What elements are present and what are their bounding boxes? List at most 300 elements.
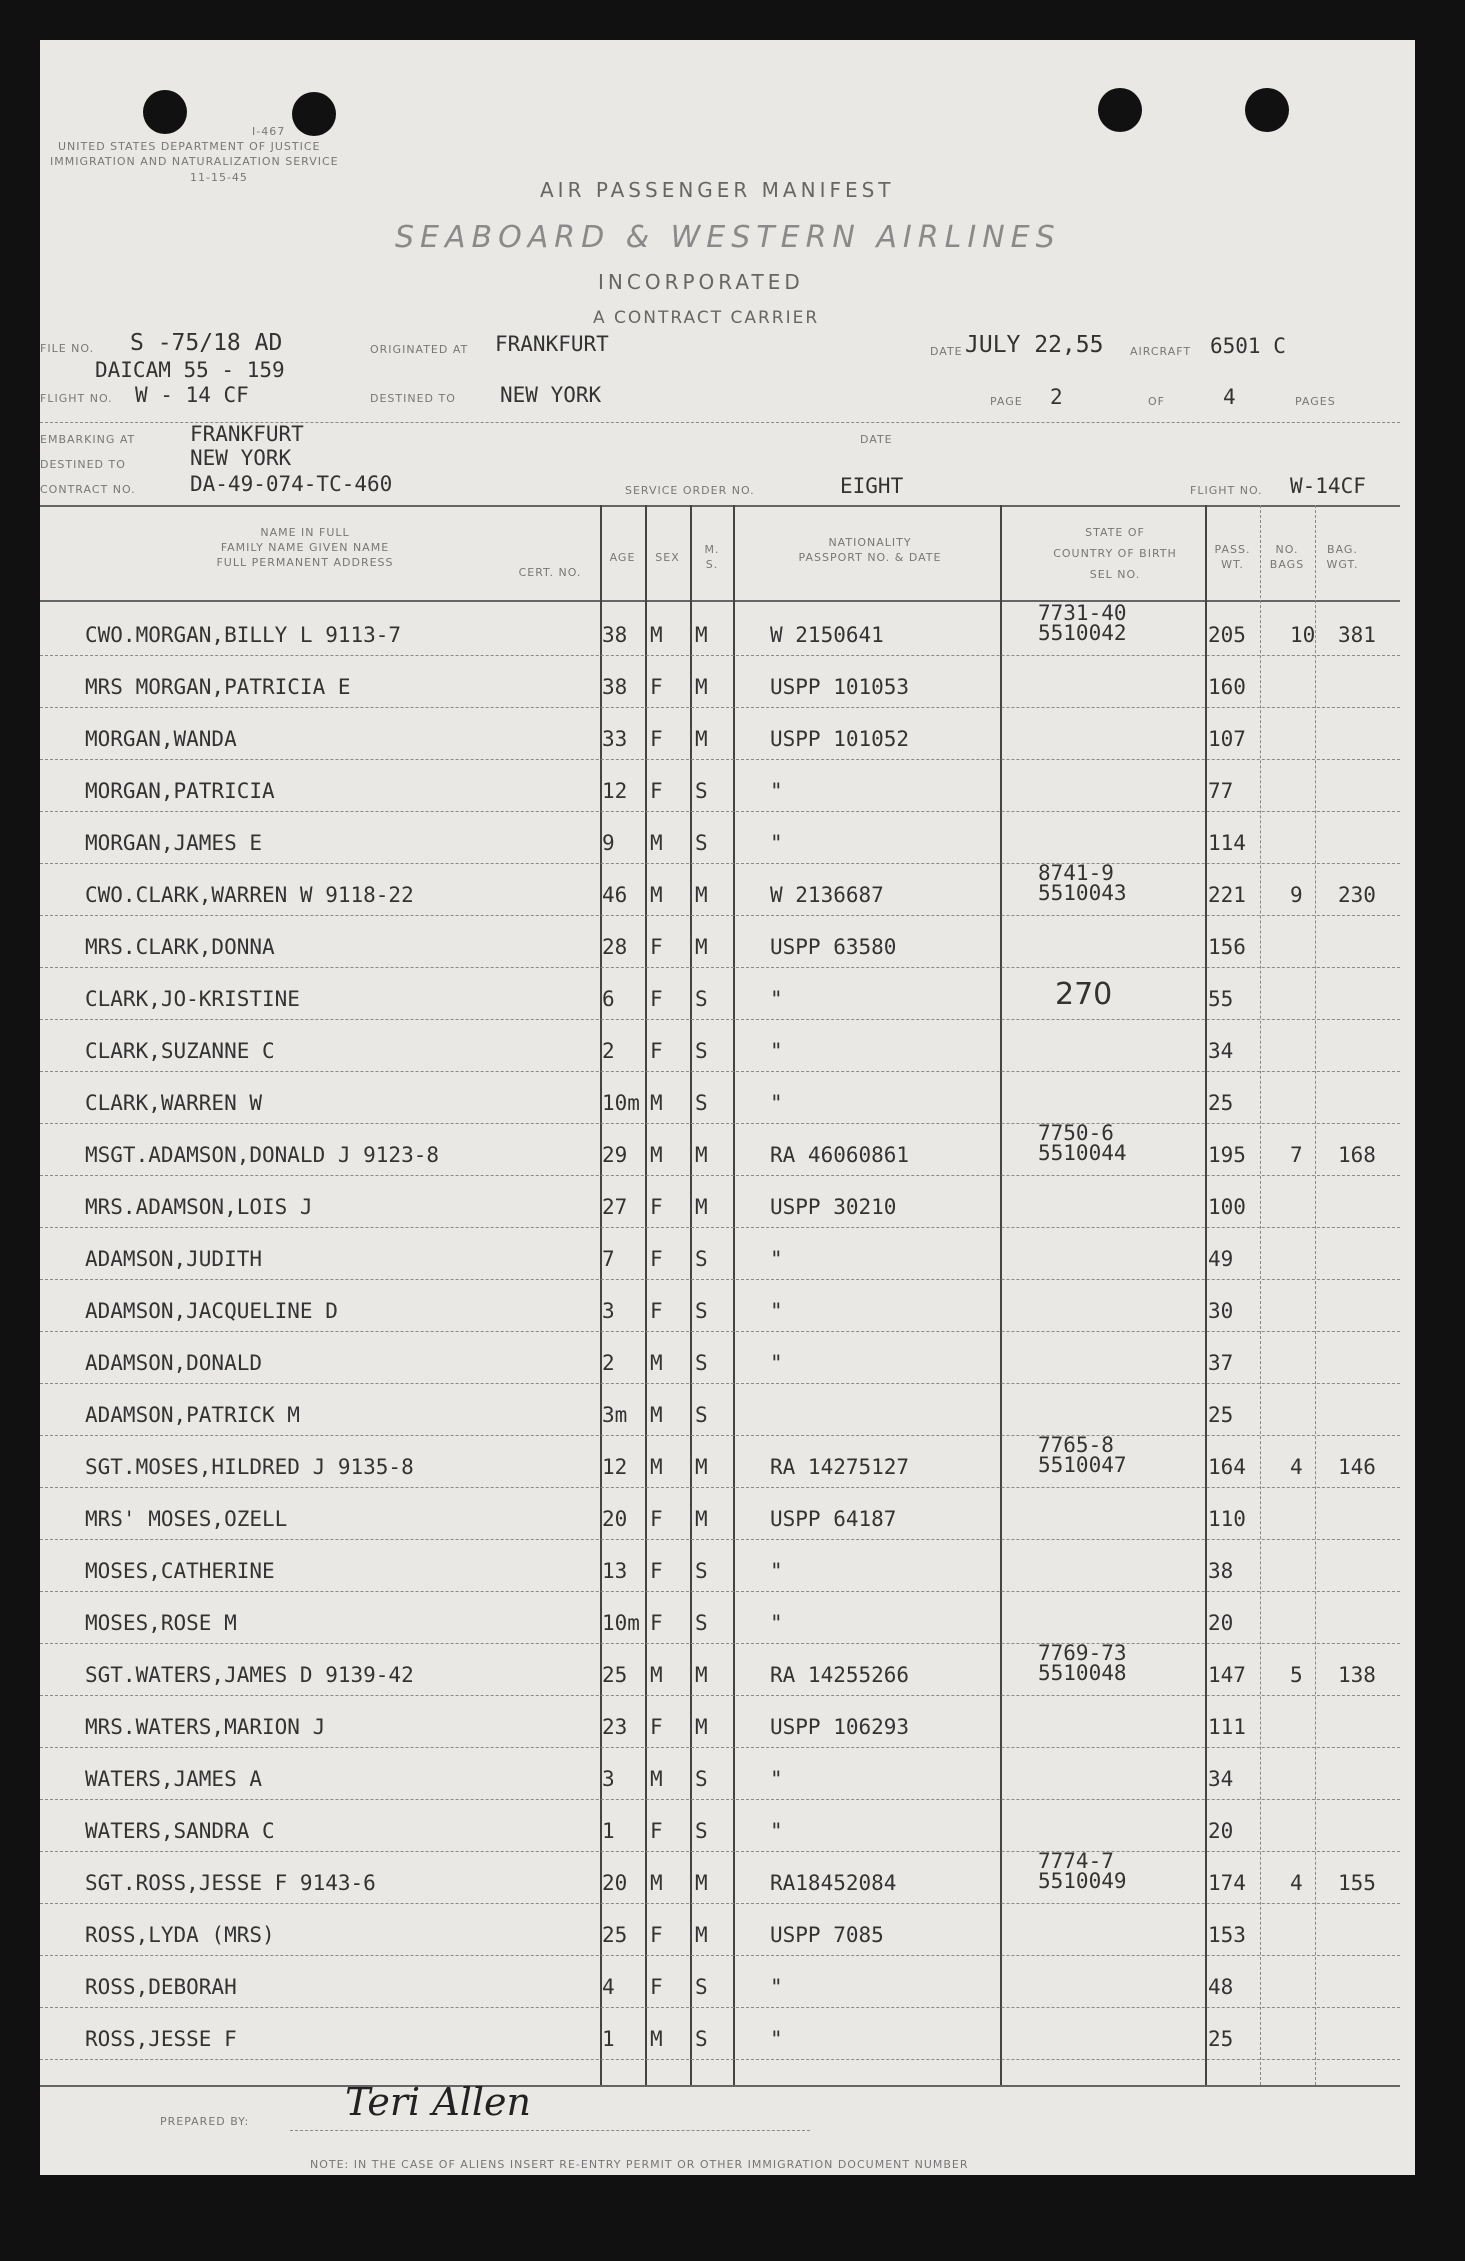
form-number: I-467 [252, 125, 286, 138]
col-bags-line1: NO. [1275, 543, 1299, 556]
row-bags: 4 [1290, 1871, 1303, 1895]
table-row [40, 1073, 1415, 1125]
manifest-title: AIR PASSENGER MANIFEST [540, 178, 895, 202]
row-sex: F [650, 675, 663, 699]
row-passport: RA 14275127 [770, 1455, 910, 1479]
airline-name: SEABOARD & WESTERN AIRLINES [395, 220, 1061, 255]
row-bag-weight: 381 [1338, 623, 1376, 647]
table-row [40, 1177, 1415, 1229]
row-age: 6 [602, 987, 615, 1011]
col-nat-line2: PASSPORT NO. & DATE [798, 551, 942, 564]
row-sel-number-2: 5510043 [1038, 881, 1127, 905]
table-row [40, 1121, 1415, 1177]
row-sex: M [650, 2027, 663, 2051]
row-divider [40, 1279, 1400, 1280]
row-bags: 10 [1290, 623, 1316, 647]
row-sex: F [650, 727, 663, 751]
row-pass-weight: 20 [1208, 1611, 1234, 1635]
table-row [40, 1229, 1415, 1281]
row-pass-weight: 221 [1208, 883, 1246, 907]
row-name: MRS.ADAMSON,LOIS J [85, 1195, 313, 1219]
row-sex: M [650, 1403, 663, 1427]
row-name: CLARK,SUZANNE C [85, 1039, 275, 1063]
row-marital-status: S [695, 1611, 708, 1635]
col-nat-line1: NATIONALITY [828, 536, 912, 549]
row-age: 38 [602, 623, 628, 647]
row-name: MRS.CLARK,DONNA [85, 935, 275, 959]
row-age: 23 [602, 1715, 628, 1739]
col-header-age: AGE [609, 551, 636, 564]
row-marital-status: M [695, 1507, 708, 1531]
row-sex: F [650, 1195, 663, 1219]
row-marital-status: S [695, 2027, 708, 2051]
row-marital-status: M [695, 935, 708, 959]
signature-line [290, 2130, 810, 2131]
row-pass-weight: 30 [1208, 1299, 1234, 1323]
row-divider [40, 707, 1400, 708]
of-label: OF [1148, 395, 1165, 408]
row-name: CWO.CLARK,WARREN W 9118-22 [85, 883, 414, 907]
row-sel-number-1: 7769-73 [1038, 1641, 1127, 1665]
col-name-line2: FAMILY NAME GIVEN NAME [220, 541, 390, 554]
row-passport: " [770, 1091, 783, 1115]
row-name: WATERS,JAMES A [85, 1767, 263, 1791]
embarking: FRANKFURT [190, 422, 304, 446]
row-marital-status: M [695, 1143, 708, 1167]
row-name: MORGAN,WANDA [85, 727, 237, 751]
row-sex: M [650, 1351, 663, 1375]
row-bags: 7 [1290, 1143, 1303, 1167]
row-pass-weight: 38 [1208, 1559, 1234, 1583]
row-pass-weight: 156 [1208, 935, 1246, 959]
row-sex: M [650, 1143, 663, 1167]
date-label: DATE [930, 345, 963, 358]
row-divider [40, 1539, 1400, 1540]
row-passport: " [770, 1975, 783, 1999]
col-header-ms: M. S. [704, 543, 720, 571]
table-row [40, 1333, 1415, 1385]
row-age: 10m [602, 1091, 640, 1115]
col-header-nationality [760, 535, 980, 565]
row-marital-status: S [695, 1039, 708, 1063]
row-age: 33 [602, 727, 628, 751]
row-marital-status: M [695, 883, 708, 907]
row-divider [40, 1071, 1400, 1072]
row-sel-number-2: 5510048 [1038, 1661, 1127, 1685]
row-sel-number-2: 5510049 [1038, 1869, 1127, 1893]
row-divider [40, 1435, 1400, 1436]
row-pass-weight: 55 [1208, 987, 1234, 1011]
page-number: 2 [1050, 385, 1063, 409]
row-name: SGT.ROSS,JESSE F 9143-6 [85, 1871, 376, 1895]
row-sel-number-1: 8741-9 [1038, 861, 1114, 885]
row-sex: F [650, 779, 663, 803]
table-row [40, 1021, 1415, 1073]
row-divider [40, 1643, 1400, 1644]
footer-note: NOTE: IN THE CASE OF ALIENS INSERT RE-ENTRY PERMIT OR OTHER IMMIGRATION DOCUMENT NUMBER [310, 2158, 969, 2171]
row-age: 2 [602, 1351, 615, 1375]
row-passport: RA18452084 [770, 1871, 897, 1895]
row-pass-weight: 111 [1208, 1715, 1246, 1739]
form-date: 11-15-45 [190, 171, 248, 184]
row-pass-weight: 153 [1208, 1923, 1246, 1947]
row-name: SGT.WATERS,JAMES D 9139-42 [85, 1663, 414, 1687]
row-name: ADAMSON,JUDITH [85, 1247, 263, 1271]
row-divider [40, 1487, 1400, 1488]
row-name: ROSS,LYDA (MRS) [85, 1923, 275, 1947]
row-sex: M [650, 1767, 663, 1791]
row-divider [40, 759, 1400, 760]
row-marital-status: M [695, 1663, 708, 1687]
row-passport: " [770, 779, 783, 803]
row-pass-weight: 195 [1208, 1143, 1246, 1167]
row-pass-weight: 160 [1208, 675, 1246, 699]
destined2: NEW YORK [190, 446, 292, 470]
table-row [40, 1905, 1415, 1957]
table-bottom-border [40, 2085, 1400, 2087]
row-marital-status: S [695, 1975, 708, 1999]
row-divider [40, 1695, 1400, 1696]
originated-label: ORIGINATED AT [370, 343, 469, 356]
aircraft: 6501 C [1210, 334, 1286, 358]
row-passport: USPP 30210 [770, 1195, 897, 1219]
row-sex: F [650, 935, 663, 959]
row-name: MOSES,CATHERINE [85, 1559, 275, 1583]
col-header-sex: SEX [655, 551, 680, 564]
row-pass-weight: 25 [1208, 1403, 1234, 1427]
row-marital-status: M [695, 1715, 708, 1739]
row-divider [40, 967, 1400, 968]
row-passport: " [770, 831, 783, 855]
row-divider [40, 863, 1400, 864]
row-sex: M [650, 623, 663, 647]
row-sex: F [650, 1611, 663, 1635]
row-name: ADAMSON,JACQUELINE D [85, 1299, 338, 1323]
row-name: MRS.WATERS,MARION J [85, 1715, 326, 1739]
row-divider [40, 1331, 1400, 1332]
row-bags: 5 [1290, 1663, 1303, 1687]
row-age: 12 [602, 779, 628, 803]
row-marital-status: S [695, 1091, 708, 1115]
row-marital-status: S [695, 1351, 708, 1375]
row-passport: " [770, 1351, 783, 1375]
row-divider [40, 1383, 1400, 1384]
flight2-label: FLIGHT NO. [1190, 484, 1263, 497]
row-divider [40, 655, 1400, 656]
row-sel-number-2: 5510044 [1038, 1141, 1127, 1165]
col-header-bags [1262, 542, 1312, 572]
row-passport: " [770, 1247, 783, 1271]
row-bag-weight: 230 [1338, 883, 1376, 907]
row-marital-status: S [695, 1559, 708, 1583]
row-age: 38 [602, 675, 628, 699]
row-marital-status: M [695, 675, 708, 699]
col-state-line3: SEL NO. [1089, 568, 1141, 581]
service-order: EIGHT [840, 474, 904, 498]
flight2: W-14CF [1290, 474, 1366, 498]
incorporated-label: INCORPORATED [598, 270, 804, 294]
row-passport: USPP 64187 [770, 1507, 897, 1531]
row-sex: F [650, 1975, 663, 1999]
row-sex: M [650, 1091, 663, 1115]
row-marital-status: S [695, 831, 708, 855]
table-row [40, 1849, 1415, 1905]
destined: NEW YORK [500, 383, 602, 407]
table-row [40, 601, 1415, 657]
row-name: SGT.MOSES,HILDRED J 9135-8 [85, 1455, 414, 1479]
row-divider [40, 915, 1400, 916]
table-row [40, 761, 1415, 813]
row-age: 28 [602, 935, 628, 959]
table-row [40, 1957, 1415, 2009]
col-pass-line1: PASS. [1214, 543, 1251, 556]
row-age: 7 [602, 1247, 615, 1271]
row-marital-status: S [695, 1403, 708, 1427]
row-marital-status: S [695, 1767, 708, 1791]
row-name: MSGT.ADAMSON,DONALD J 9123-8 [85, 1143, 440, 1167]
row-pass-weight: 107 [1208, 727, 1246, 751]
row-pass-weight: 147 [1208, 1663, 1246, 1687]
table-row [40, 1749, 1415, 1801]
row-name: ADAMSON,PATRICK M [85, 1403, 300, 1427]
row-passport: RA 14255266 [770, 1663, 910, 1687]
row-bag-weight: 146 [1338, 1455, 1376, 1479]
row-age: 13 [602, 1559, 628, 1583]
row-age: 20 [602, 1507, 628, 1531]
prepared-by-label: PREPARED BY: [160, 2115, 250, 2128]
row-passport: USPP 63580 [770, 935, 897, 959]
punch-hole [1098, 88, 1142, 132]
agency-line-2: IMMIGRATION AND NATURALIZATION SERVICE [50, 155, 339, 168]
row-sex: F [650, 1559, 663, 1583]
row-sex: F [650, 1819, 663, 1843]
row-marital-status: S [695, 779, 708, 803]
row-passport: " [770, 1611, 783, 1635]
row-marital-status: S [695, 987, 708, 1011]
row-pass-weight: 174 [1208, 1871, 1246, 1895]
row-bags: 4 [1290, 1455, 1303, 1479]
row-age: 25 [602, 1663, 628, 1687]
col-header-pass-wt [1205, 542, 1260, 572]
row-age: 46 [602, 883, 628, 907]
table-top-border [40, 505, 1400, 507]
row-bag-weight: 138 [1338, 1663, 1376, 1687]
row-marital-status: S [695, 1247, 708, 1271]
row-pass-weight: 37 [1208, 1351, 1234, 1375]
file-no-label: FILE NO. [40, 342, 95, 355]
col-bags-line2: BAGS [1269, 558, 1305, 571]
row-divider [40, 1747, 1400, 1748]
row-sex: F [650, 1507, 663, 1531]
row-passport: USPP 7085 [770, 1923, 884, 1947]
row-age: 20 [602, 1871, 628, 1895]
row-passport: RA 46060861 [770, 1143, 910, 1167]
row-sex: M [650, 1455, 663, 1479]
row-sex: M [650, 883, 663, 907]
col-pass-line2: WT. [1221, 558, 1244, 571]
table-row [40, 1541, 1415, 1593]
table-row [40, 657, 1415, 709]
row-passport: " [770, 987, 783, 1011]
row-pass-weight: 114 [1208, 831, 1246, 855]
row-sel-number-1: 7731-40 [1038, 601, 1127, 625]
row-age: 25 [602, 1923, 628, 1947]
row-passport: W 2150641 [770, 623, 884, 647]
date: JULY 22,55 [965, 332, 1104, 358]
date2-label: DATE [860, 433, 893, 446]
row-sex: M [650, 831, 663, 855]
row-pass-weight: 20 [1208, 1819, 1234, 1843]
row-passport: W 2136687 [770, 883, 884, 907]
table-row [40, 709, 1415, 761]
table-row [40, 969, 1415, 1021]
row-sex: F [650, 1923, 663, 1947]
row-pass-weight: 25 [1208, 2027, 1234, 2051]
file-no: S -75/18 AD [130, 330, 283, 356]
col-bagwt-line1: BAG. [1327, 543, 1358, 556]
service-label: SERVICE ORDER NO. [625, 484, 755, 497]
flight-no-label: FLIGHT NO. [40, 392, 113, 405]
row-passport: " [770, 1559, 783, 1583]
page-label: PAGE [990, 395, 1023, 408]
col-header-bag-wt [1315, 542, 1370, 572]
carrier-label: A CONTRACT CARRIER [593, 308, 820, 328]
table-row [40, 1489, 1415, 1541]
col-state-line1: STATE OF [1085, 526, 1145, 539]
contract-label: CONTRACT NO. [40, 483, 136, 496]
row-sel-number-2: 5510047 [1038, 1453, 1127, 1477]
row-divider [40, 1019, 1400, 1020]
table-row [40, 1433, 1415, 1489]
row-divider [40, 2059, 1400, 2060]
aircraft-label: AIRCRAFT [1130, 345, 1192, 358]
row-age: 10m [602, 1611, 640, 1635]
row-marital-status: M [695, 1871, 708, 1895]
table-row [40, 1801, 1415, 1853]
col-header-name [130, 525, 480, 570]
contract-no: DA-49-074-TC-460 [190, 472, 393, 496]
row-name: MRS' MOSES,OZELL [85, 1507, 288, 1531]
row-pass-weight: 49 [1208, 1247, 1234, 1271]
row-divider [40, 1175, 1400, 1176]
row-name: CLARK,WARREN W [85, 1091, 263, 1115]
row-passport: " [770, 1819, 783, 1843]
row-bag-weight: 168 [1338, 1143, 1376, 1167]
destined2-label: DESTINED TO [40, 458, 126, 471]
row-divider [40, 1591, 1400, 1592]
row-pass-weight: 34 [1208, 1767, 1234, 1791]
row-name: CWO.MORGAN,BILLY L 9113-7 [85, 623, 402, 647]
row-age: 3 [602, 1767, 615, 1791]
row-age: 1 [602, 2027, 615, 2051]
row-sel-number-1: 270 [1055, 977, 1113, 1012]
signature: Teri Allen [345, 2080, 531, 2124]
table-row [40, 1697, 1415, 1749]
row-pass-weight: 164 [1208, 1455, 1246, 1479]
daicam: DAICAM 55 - 159 [95, 358, 285, 382]
row-passport: USPP 106293 [770, 1715, 910, 1739]
table-row [40, 1385, 1415, 1437]
table-row [40, 917, 1415, 969]
manifest-page [40, 40, 1415, 2175]
row-passport: " [770, 2027, 783, 2051]
row-sex: M [650, 1871, 663, 1895]
row-passport: USPP 101053 [770, 675, 910, 699]
row-divider [40, 2007, 1400, 2008]
row-divider [40, 1799, 1400, 1800]
row-pass-weight: 110 [1208, 1507, 1246, 1531]
col-state-line2: COUNTRY OF BIRTH [1053, 547, 1177, 560]
pages-label: PAGES [1295, 395, 1336, 408]
page-total: 4 [1223, 385, 1236, 409]
row-age: 3m [602, 1403, 628, 1427]
row-age: 12 [602, 1455, 628, 1479]
originated: FRANKFURT [495, 332, 609, 356]
destined-label: DESTINED TO [370, 392, 456, 405]
row-age: 29 [602, 1143, 628, 1167]
row-sex: F [650, 1247, 663, 1271]
row-pass-weight: 100 [1208, 1195, 1246, 1219]
row-name: ADAMSON,DONALD [85, 1351, 263, 1375]
row-pass-weight: 34 [1208, 1039, 1234, 1063]
punch-hole [292, 92, 336, 136]
row-sex: F [650, 1715, 663, 1739]
row-bag-weight: 155 [1338, 1871, 1376, 1895]
row-name: WATERS,SANDRA C [85, 1819, 275, 1843]
row-name: MRS MORGAN,PATRICIA E [85, 675, 351, 699]
row-name: ROSS,JESSE F [85, 2027, 237, 2051]
row-age: 4 [602, 1975, 615, 1999]
row-marital-status: M [695, 623, 708, 647]
row-pass-weight: 25 [1208, 1091, 1234, 1115]
table-row [40, 1593, 1415, 1645]
row-name: MORGAN,PATRICIA [85, 779, 275, 803]
row-pass-weight: 48 [1208, 1975, 1234, 1999]
col-name-line1: NAME IN FULL [260, 526, 350, 539]
header-bottom-border [40, 600, 1400, 602]
row-marital-status: M [695, 1923, 708, 1947]
row-divider [40, 1903, 1400, 1904]
row-sel-number-2: 5510042 [1038, 621, 1127, 645]
row-bags: 9 [1290, 883, 1303, 907]
row-marital-status: M [695, 1195, 708, 1219]
row-divider [40, 1227, 1400, 1228]
row-sel-number-1: 7750-6 [1038, 1121, 1114, 1145]
table-row [40, 813, 1415, 865]
row-name: ROSS,DEBORAH [85, 1975, 237, 1999]
row-marital-status: S [695, 1819, 708, 1843]
row-divider [40, 1851, 1400, 1852]
row-sex: M [650, 1663, 663, 1687]
row-age: 3 [602, 1299, 615, 1323]
row-passport: USPP 101052 [770, 727, 910, 751]
table-row [40, 861, 1415, 917]
row-marital-status: M [695, 727, 708, 751]
flight-no: W - 14 CF [135, 383, 249, 407]
row-pass-weight: 205 [1208, 623, 1246, 647]
row-sex: F [650, 1299, 663, 1323]
col-bagwt-line2: WGT. [1326, 558, 1359, 571]
col-header-state [1030, 525, 1200, 582]
embarking-label: EMBARKING AT [40, 433, 136, 446]
row-marital-status: S [695, 1299, 708, 1323]
row-name: CLARK,JO-KRISTINE [85, 987, 300, 1011]
row-divider [40, 811, 1400, 812]
row-passport: " [770, 1039, 783, 1063]
row-name: MOSES,ROSE M [85, 1611, 237, 1635]
row-sex: F [650, 987, 663, 1011]
punch-hole [1245, 88, 1289, 132]
